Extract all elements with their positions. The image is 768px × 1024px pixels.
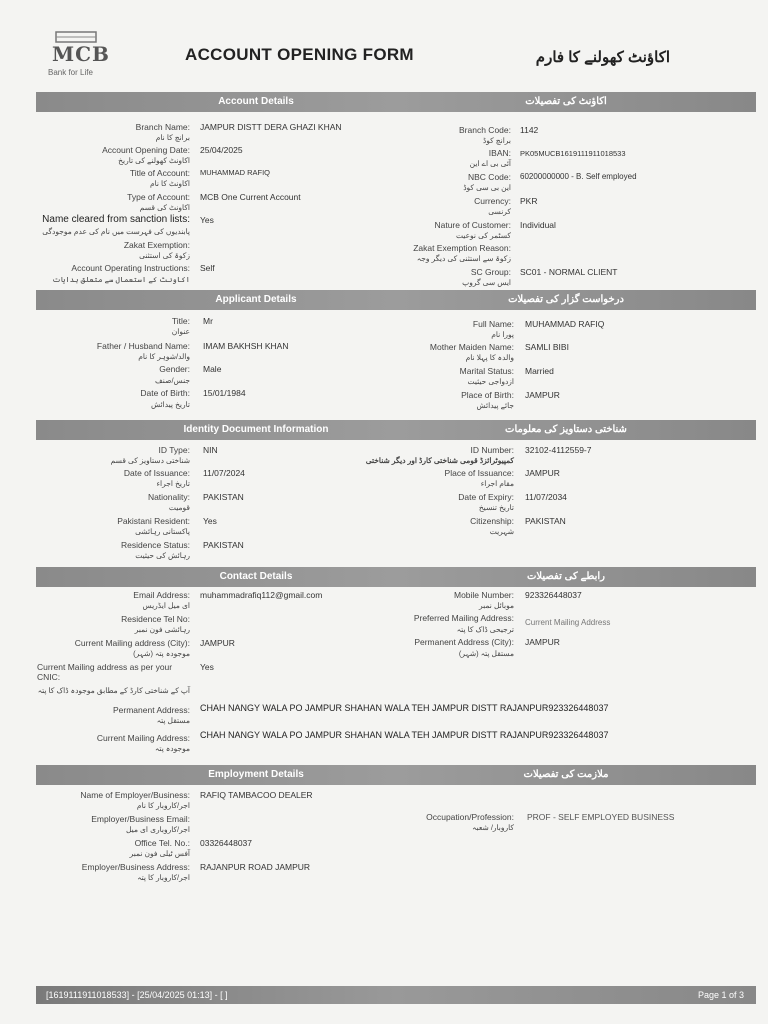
mother-name-value: SAMLI BIBI	[525, 342, 569, 352]
resident-value: Yes	[203, 516, 217, 526]
full-name-label: Full Name:	[472, 319, 514, 329]
zakat-reason-label-ur: زکوۃ سے استثنی کی دیگر وجہ	[416, 254, 511, 263]
mother-name-label: Mother Maiden Name:	[429, 342, 514, 352]
current-address-label: Current Mailing Address:	[96, 733, 190, 743]
title-label: Title:	[171, 316, 190, 326]
section-title: Account Details	[218, 96, 294, 107]
mailing-city-label-ur: موجودہ پتہ (شہر)	[133, 649, 190, 658]
preferred-address-label-ur: ترجیحی ڈاک کا پتہ	[456, 625, 514, 634]
section-title-urdu: شناختی دستاویز کی معلومات	[505, 424, 627, 435]
sc-group-label-ur: ایس سی گروپ	[462, 278, 511, 287]
employer-address-label-ur: اجر/کاروبار کا پتہ	[137, 873, 190, 882]
logo-text: MCB	[52, 42, 110, 66]
title-of-account-label: Title of Account:	[129, 168, 190, 178]
nbc-code-label: NBC Code:	[468, 172, 511, 182]
preferred-address-label: Preferred Mailing Address:	[413, 613, 514, 623]
nationality-label: Nationality:	[147, 492, 190, 502]
father-name-label-ur: والد/شوہر کا نام	[138, 352, 190, 361]
zakat-reason-label: Zakat Exemption Reason:	[413, 243, 511, 253]
issuance-label-ur: تاریخ اجراء	[156, 479, 190, 488]
citizenship-label-ur: شہریت	[489, 527, 514, 536]
marital-value: Married	[525, 366, 554, 376]
operating-label-ur: اکاونٹ کے استعمال سے متعلق ہدایات	[52, 275, 190, 284]
section-title-urdu: درخواست گزار کی تفصیلات	[508, 294, 624, 305]
zakat-label-ur: زکوۃ کی استثنی	[139, 251, 190, 260]
email-value: muhammadrafiq112@gmail.com	[200, 590, 323, 600]
section-contact-details	[36, 567, 756, 587]
sanction-label-ur: پابندیوں کی فہرست میں نام کی عدم موجودگی	[42, 227, 190, 236]
permanent-city-label: Permanent Address (City):	[414, 637, 514, 647]
title-value: Mr	[203, 316, 213, 326]
residence-status-label: Residence Status:	[121, 540, 190, 550]
iban-value: PK05MUCB1619111911018533	[520, 149, 626, 158]
office-tel-label-ur: آفس ٹیلی فون نمبر	[129, 849, 190, 858]
opening-date-value: 25/04/2025	[200, 145, 243, 155]
mobile-value: 923326448037	[525, 590, 582, 600]
full-name-value: MUHAMMAD RAFIQ	[525, 319, 605, 329]
footer-reference: [1619111911018533] - [25/04/2025 01:13] - [ ]	[46, 990, 228, 1000]
full-name-label-ur: پورا نام	[491, 330, 514, 339]
section-title-urdu: اکاؤنٹ کی تفصیلات	[525, 96, 607, 107]
opening-date-label-ur: اکاونٹ کھولنے کی تاریخ	[118, 156, 190, 165]
sc-group-value: SC01 - NORMAL CLIENT	[520, 267, 618, 277]
id-type-value: NIN	[203, 445, 218, 455]
dob-label-ur: تاریخ پیدائش	[150, 400, 190, 409]
nature-label-ur: کسٹمر کی نوعیت	[455, 231, 511, 240]
section-identity-document	[36, 420, 756, 440]
employer-address-value: RAJANPUR ROAD JAMPUR	[200, 862, 311, 872]
section-applicant-details	[36, 290, 756, 310]
email-label: Email Address:	[133, 590, 190, 600]
nature-value: Individual	[520, 220, 556, 230]
place-issuance-label: Place of Issuance:	[444, 468, 514, 478]
father-name-value: IMAM BAKHSH KHAN	[203, 341, 289, 351]
pob-label: Place of Birth:	[461, 390, 514, 400]
nationality-value: PAKISTAN	[203, 492, 244, 502]
employer-email-label: Employer/Business Email:	[91, 814, 190, 824]
employer-name-label-ur: اجر/کاروبار کا نام	[136, 801, 190, 810]
mailing-city-label: Current Mailing address (City):	[74, 638, 190, 648]
dob-label: Date of Birth:	[140, 388, 190, 398]
gender-label-ur: جنس/صنف	[155, 376, 190, 385]
expiry-label: Date of Expiry:	[458, 492, 514, 502]
preferred-address-value: Current Mailing Address	[525, 618, 611, 627]
currency-label: Currency:	[474, 196, 511, 206]
type-of-account-label-ur: اکاونٹ کی قسم	[139, 203, 190, 212]
expiry-label-ur: تاریخ تنسیخ	[478, 503, 514, 512]
sc-group-label: SC Group:	[470, 267, 511, 277]
currency-value: PKR	[520, 196, 538, 206]
title-label-ur: عنوان	[171, 327, 190, 336]
residence-tel-label-ur: رہائشی فون نمبر	[134, 625, 190, 634]
section-title: Applicant Details	[215, 294, 297, 305]
branch-code-value: 1142	[520, 125, 539, 135]
residence-status-value: PAKISTAN	[203, 540, 244, 550]
resident-label: Pakistani Resident:	[117, 516, 190, 526]
father-name-label: Father / Husband Name:	[96, 341, 190, 351]
page-title: ACCOUNT OPENING FORM	[185, 45, 414, 64]
zakat-label: Zakat Exemption:	[123, 240, 190, 250]
mcb-logo	[40, 28, 110, 78]
currency-label-ur: کرنسی	[488, 207, 511, 216]
iban-label-ur: آئی بی اے این	[469, 159, 511, 168]
section-title: Identity Document Information	[183, 424, 329, 435]
gender-value: Male	[203, 364, 222, 374]
branch-name-value: JAMPUR DISTT DERA GHAZI KHAN	[200, 122, 342, 132]
nationality-label-ur: قومیت	[168, 503, 190, 512]
permanent-city-value: JAMPUR	[525, 637, 560, 647]
id-number-label-ur: کمپیوٹرائزڈ قومی شناختی کارڈ اور دیگر شناختی	[365, 456, 514, 465]
nbc-code-value: 60200000000 - B. Self employed	[520, 172, 637, 181]
employer-name-label: Name of Employer/Business:	[80, 790, 190, 800]
marital-label: Marital Status:	[459, 366, 514, 376]
branch-code-label-ur: برانچ کوڈ	[482, 136, 511, 145]
residence-status-label-ur: رہائش کی حیثیت	[135, 551, 190, 560]
type-of-account-label: Type of Account:	[127, 192, 190, 202]
page-number: Page 1 of 3	[697, 990, 744, 1000]
section-title: Employment Details	[208, 769, 304, 780]
sanction-label: Name cleared from sanction lists:	[42, 214, 190, 225]
section-title-urdu: ملازمت کی تفصیلات	[523, 769, 609, 780]
mobile-label-ur: موبائل نمبر	[479, 601, 514, 610]
nature-label: Nature of Customer:	[434, 220, 511, 230]
citizenship-value: PAKISTAN	[525, 516, 566, 526]
employer-address-label: Employer/Business Address:	[81, 862, 190, 872]
id-type-label: ID Type:	[158, 445, 190, 455]
nbc-code-label-ur: این بی سی کوڈ	[463, 183, 511, 192]
employer-email-label-ur: اجر/کاروباری ای میل	[126, 825, 190, 834]
operating-value: Self	[200, 263, 215, 273]
cnic-address-label-ur: آپ کے شناختی کارڈ کے مطابق موجودہ ڈاک کا پتہ	[37, 686, 190, 695]
logo-tagline: Bank for Life	[48, 68, 93, 77]
office-tel-label: Office Tel. No.:	[134, 838, 190, 848]
section-account-details	[36, 92, 756, 112]
pob-label-ur: جائے پیدائش	[476, 401, 514, 410]
branch-code-label: Branch Code:	[459, 125, 511, 135]
office-tel-value: 03326448037	[200, 838, 253, 848]
section-employment-details	[36, 765, 756, 785]
title-of-account-label-ur: اکاونٹ کا نام	[149, 179, 190, 188]
occupation-label-ur: کاروبار/ شعبہ	[472, 823, 514, 832]
gender-label: Gender:	[159, 364, 190, 374]
sanction-value: Yes	[200, 215, 214, 225]
residence-tel-label: Residence Tel No:	[121, 614, 190, 624]
place-issuance-value: JAMPUR	[525, 468, 560, 478]
dob-value: 15/01/1984	[203, 388, 246, 398]
id-type-label-ur: شناختی دستاویز کی قسم	[110, 456, 190, 465]
pob-value: JAMPUR	[525, 390, 560, 400]
iban-label: IBAN:	[488, 148, 511, 158]
mailing-city-value: JAMPUR	[200, 638, 235, 648]
id-number-value: 32102-4112559-7	[525, 445, 592, 455]
cnic-address-label: Current Mailing address as per your CNIC:	[37, 662, 173, 682]
mother-name-label-ur: والدہ کا پہلا نام	[465, 353, 514, 362]
section-title: Contact Details	[219, 571, 293, 582]
page-footer	[36, 986, 756, 1004]
branch-name-label: Branch Name:	[135, 122, 190, 132]
email-label-ur: ای میل ایڈریس	[142, 601, 190, 610]
occupation-label: Occupation/Profession:	[426, 812, 514, 822]
type-of-account-value: MCB One Current Account	[200, 192, 301, 202]
issuance-label: Date of Issuance:	[123, 468, 190, 478]
resident-label-ur: پاکستانی رہائشی	[135, 527, 190, 536]
employer-name-value: RAFIQ TAMBACOO DEALER	[200, 790, 313, 800]
current-address-label-ur: موجودہ پتہ	[155, 744, 190, 753]
cnic-address-value: Yes	[200, 662, 214, 672]
section-title-urdu: رابطے کی تفصیلات	[526, 571, 606, 582]
marital-label-ur: ازدواجی حیثیت	[467, 377, 514, 386]
issuance-value: 11/07/2024	[203, 468, 245, 478]
permanent-address-label: Permanent Address:	[112, 705, 190, 715]
expiry-value: 11/07/2034	[525, 492, 567, 502]
place-issuance-label-ur: مقام اجراء	[480, 479, 514, 488]
current-address-value: CHAH NANGY WALA PO JAMPUR SHAHAN WALA TEH JAMPUR DISTT RAJANPUR923326448037	[200, 730, 609, 740]
id-number-label: ID Number:	[470, 445, 514, 455]
page-title-urdu: اکاؤنٹ کھولنے کا فارم	[535, 49, 670, 66]
permanent-address-label-ur: مستقل پتہ	[156, 716, 190, 725]
branch-name-label-ur: برانچ کا نام	[155, 133, 190, 142]
permanent-address-value: CHAH NANGY WALA PO JAMPUR SHAHAN WALA TEH JAMPUR DISTT RAJANPUR923326448037	[200, 703, 609, 713]
opening-date-label: Account Opening Date:	[102, 145, 190, 155]
mobile-label: Mobile Number:	[454, 590, 514, 600]
citizenship-label: Citizenship:	[470, 516, 514, 526]
occupation-value: PROF - SELF EMPLOYED BUSINESS	[527, 812, 675, 822]
operating-label: Account Operating Instructions:	[71, 263, 190, 273]
permanent-city-label-ur: مستقل پتہ (شہر)	[458, 649, 514, 658]
title-of-account-value: MUHAMMAD RAFIQ	[200, 168, 270, 177]
